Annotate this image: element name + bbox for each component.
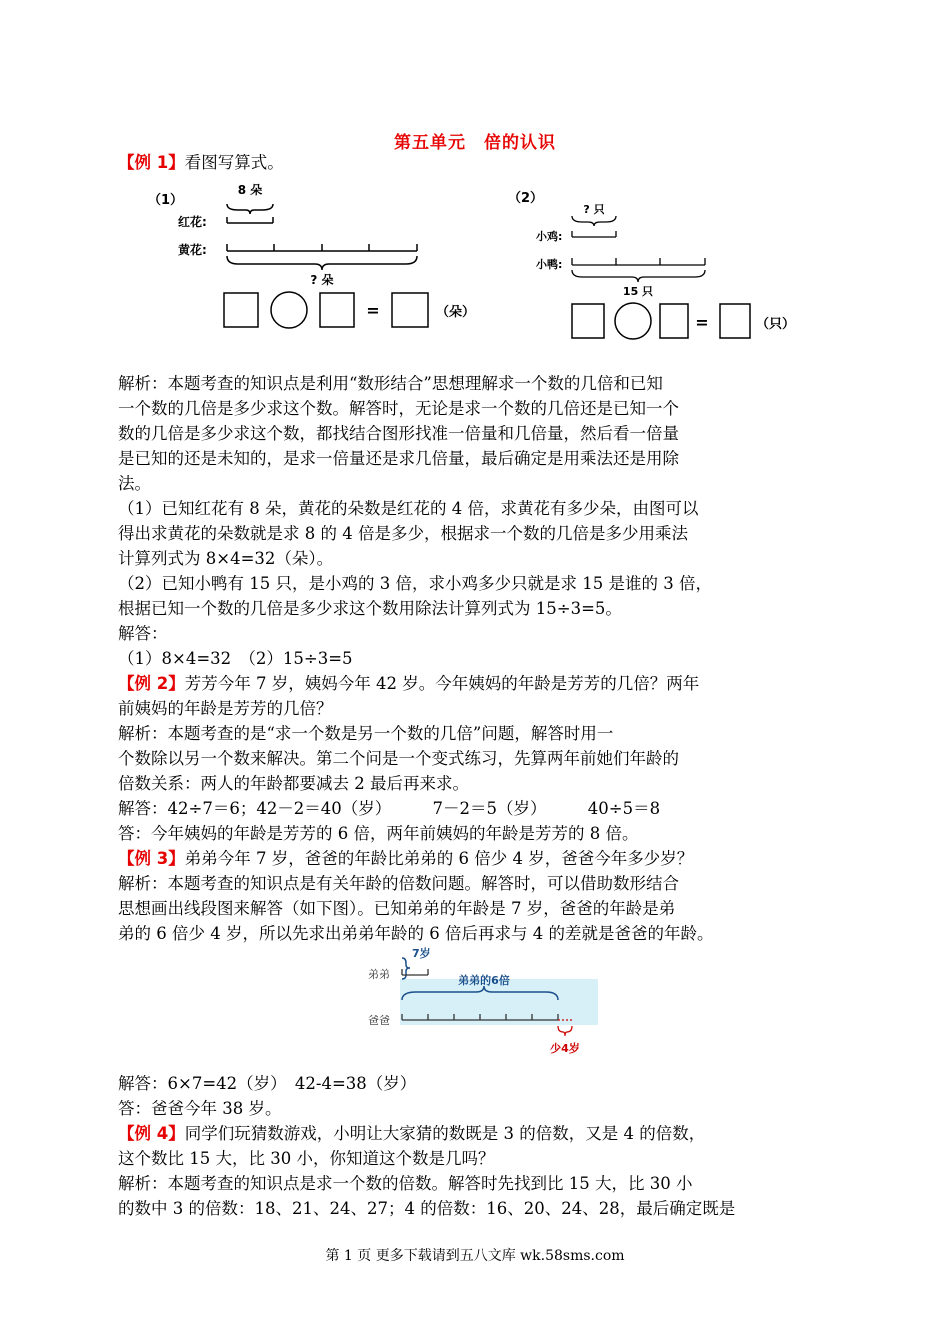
less-label: 少4岁 [550, 1042, 580, 1055]
duck-segment [572, 258, 705, 265]
example-4-heading [118, 1121, 705, 1146]
page-title: 第五单元 倍的认识 [394, 133, 556, 153]
figure-2-birds [500, 182, 820, 347]
brace-label-bottom: 15 只 [622, 285, 654, 298]
brace-bottom [572, 270, 705, 282]
equals-sign: = [366, 301, 380, 320]
example-text: 芳芳今年 7 岁，姨妈今年 42 岁。今年姨妈的年龄是芳芳的几倍？两年 [184, 674, 700, 693]
figure-number: （1） [148, 193, 184, 208]
ex1-analysis-line: （1）已知红花有 8 朵，黄花的朵数是红花的 4 倍，求黄花有多少朵，由图可以 [118, 499, 699, 518]
answer-box [224, 293, 258, 327]
ex3-line: 弟的 6 倍少 4 岁，所以先求出弟弟年龄的 6 倍后再求与 4 的差就是爸爸的年龄。 [118, 924, 714, 943]
brace-top [572, 216, 616, 226]
brace-less [558, 1026, 572, 1036]
answer-box [572, 304, 604, 338]
red-flower-label: 红花: [178, 215, 207, 229]
example-3-heading [118, 846, 693, 871]
yellow-flower-segment [227, 244, 417, 251]
unit-label: （只） [756, 317, 796, 332]
ex1-analysis-line: （2）已知小鸭有 15 只，是小鸡的 3 倍，求小鸡多少只就是求 15 是谁的 3 倍， [118, 574, 712, 593]
answer-box [720, 304, 750, 338]
ex1-analysis-line: 得出求黄花的朵数就是求 8 的 4 倍是多少，根据求一个数的几倍是多少用乘法 [118, 524, 688, 543]
brace-top [402, 958, 410, 979]
ex4-line: 的数中 3 的倍数：18、21、24、27；4 的倍数：16、20、24、28，最后确定既是 [118, 1199, 736, 1218]
ex2-line: 前姨妈的年龄是芳芳的几倍？ [118, 699, 333, 718]
duck-label: 小鸭: [536, 258, 563, 271]
brace-top [227, 204, 273, 214]
example-tag: 【例 2】 [118, 674, 185, 693]
example-2-heading [118, 671, 699, 696]
chick-segment [572, 231, 616, 237]
ex3-line: 解析：本题考查的知识点是有关年龄的倍数问题。解答时，可以借助数形结合 [118, 874, 679, 893]
figure-number: （2） [508, 191, 544, 206]
six-times-label: 弟弟的6倍 [458, 974, 510, 987]
ex3-answer: 解答：6×7=42（岁） 42-4=38（岁） [118, 1074, 417, 1093]
brace-label-top: 8 朵 [237, 183, 263, 197]
ex1-analysis-line: 计算列式为 8×4=32（朵）。 [118, 549, 334, 568]
example-tag: 【例 3】 [118, 849, 185, 868]
brace-label-top: 7岁 [412, 947, 431, 960]
brace-label-top: ? 只 [583, 203, 605, 216]
ex2-line: 倍数关系：两人的年龄都要减去 2 最后再来求。 [118, 774, 469, 793]
brace-bottom [227, 256, 417, 270]
answer-box [320, 293, 354, 327]
ex1-analysis-line: 法。 [118, 474, 151, 493]
brother-label: 弟弟 [368, 968, 390, 981]
example-tag: 【例 4】 [118, 1124, 185, 1143]
operator-circle [271, 292, 307, 328]
equals-sign: = [695, 313, 709, 332]
example-text: 看图写算式。 [184, 153, 284, 172]
ex1-answer-heading: 解答： [118, 624, 168, 643]
brace-label-bottom: ? 朵 [310, 273, 334, 287]
chick-label: 小鸡: [536, 230, 563, 243]
figure-3-ages [360, 944, 600, 1064]
page-footer: 第 1 页 更多下载请到五八文库 wk.58sms.com [325, 1248, 625, 1264]
ex2-line: 解析：本题考查的是“求一个数是另一个数的几倍”问题，解答时用一 [118, 724, 614, 743]
ex1-analysis-line: 解析：本题考查的知识点是利用“数形结合”思想理解求一个数的几倍和已知 [118, 374, 663, 393]
unit-label: （朵） [436, 305, 476, 320]
example-text: 同学们玩猜数游戏，小明让大家猜的数既是 3 的倍数，又是 4 的倍数， [184, 1124, 706, 1143]
father-label: 爸爸 [368, 1014, 390, 1027]
example-1-heading [118, 150, 284, 175]
figure-1-flowers [140, 178, 500, 338]
ex1-analysis-line: 是已知的还是未知的，是求一倍量还是求几倍量，最后确定是用乘法还是用除 [118, 449, 679, 468]
answer-box [392, 293, 428, 327]
ex3-line: 思想画出线段图来解答（如下图）。已知弟弟的年龄是 7 岁，爸爸的年龄是弟 [118, 899, 676, 918]
answer-box [660, 304, 688, 338]
yellow-flower-label: 黄花: [178, 243, 207, 257]
ex1-answer: （1）8×4=32 （2）15÷3=5 [118, 649, 353, 668]
ex4-line: 解析：本题考查的知识点是求一个数的倍数。解答时先找到比 15 大，比 30 小 [118, 1174, 693, 1193]
ex1-analysis-line: 数的几倍是多少求这个数，都找结合图形找准一倍量和几倍量，然后看一倍量 [118, 424, 679, 443]
example-text: 弟弟今年 7 岁，爸爸的年龄比弟弟的 6 倍少 4 岁，爸爸今年多少岁？ [184, 849, 694, 868]
example-tag: 【例 1】 [118, 153, 185, 172]
red-flower-segment [227, 217, 273, 223]
ex2-line: 答：今年姨妈的年龄是芳芳的 6 倍，两年前姨妈的年龄是芳芳的 8 倍。 [118, 824, 639, 843]
ex1-analysis-line: 一个数的几倍是多少求这个数。解答时，无论是求一个数的几倍还是已知一个 [118, 399, 679, 418]
operator-circle [615, 303, 651, 339]
ex4-line: 这个数比 15 大，比 30 小，你知道这个数是几吗？ [118, 1149, 495, 1168]
ex2-line: 解答：42÷7＝6；42－2＝40（岁） 7－2＝5（岁） 40÷5＝8 [118, 799, 661, 818]
ex2-line: 个数除以另一个数来解决。第二个问是一个变式练习，先算两年前她们年龄的 [118, 749, 679, 768]
ex1-analysis-line: 根据已知一个数的几倍是多少求这个数用除法计算列式为 15÷3=5。 [118, 599, 622, 618]
ex3-conclusion: 答：爸爸今年 38 岁。 [118, 1099, 282, 1118]
